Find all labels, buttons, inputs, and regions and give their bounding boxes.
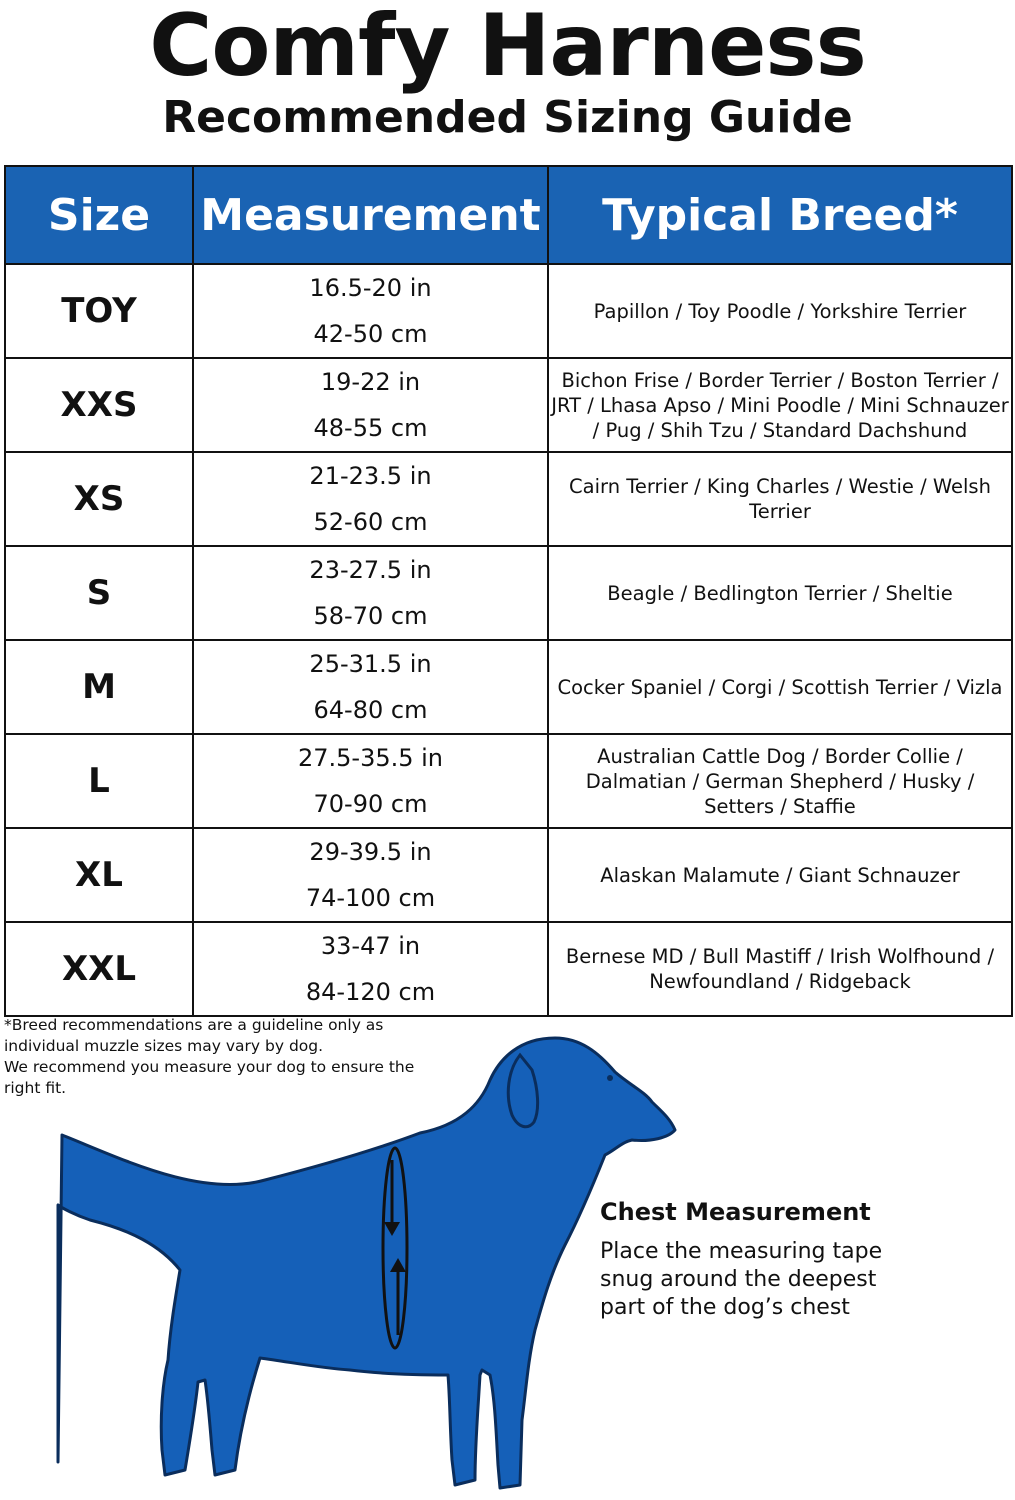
sizing-table <box>4 165 1013 1017</box>
measurement-inches: 19-22 in <box>320 368 421 396</box>
measurement-cm: 42-50 cm <box>313 320 428 348</box>
chest-measurement-title: Chest Measurement <box>600 1198 871 1226</box>
measurement-cm: 52-60 cm <box>313 508 428 536</box>
dog-body-shape <box>58 1038 675 1488</box>
size-cell: XS <box>5 452 193 546</box>
table-row <box>5 922 1012 1016</box>
column-header-typical-breed: Typical Breed* <box>548 166 1012 264</box>
measurement-inches: 27.5-35.5 in <box>297 744 444 772</box>
measurement-cell <box>193 358 548 452</box>
chest-instruction-line: snug around the deepest <box>600 1267 877 1292</box>
measurement-inches: 23-27.5 in <box>309 556 432 584</box>
footnote-line: We recommend you measure your dog to ensure the <box>4 1058 415 1076</box>
measurement-cell <box>193 264 548 358</box>
size-cell: M <box>5 640 193 734</box>
measurement-cell <box>193 640 548 734</box>
measurement-cm: 74-100 cm <box>305 884 436 912</box>
breed-cell: Australian Cattle Dog / Border Collie / Dalmatian / German Shepherd / Husky / Setters / Staffie <box>548 734 1012 828</box>
table-row <box>5 546 1012 640</box>
page-subtitle: Recommended Sizing Guide <box>162 92 853 143</box>
table-row <box>5 640 1012 734</box>
measurement-inches: 33-47 in <box>320 932 421 960</box>
breed-cell: Beagle / Bedlington Terrier / Sheltie <box>548 546 1012 640</box>
size-cell: XL <box>5 828 193 922</box>
chest-measurement-instructions <box>600 1238 930 1322</box>
measurement-cm: 64-80 cm <box>313 696 428 724</box>
breed-cell: Bichon Frise / Border Terrier / Boston Terrier / JRT / Lhasa Apso / Mini Poodle / Mini Schnauzer / Pug / Shih Tzu / Standard Dachshund <box>548 358 1012 452</box>
size-cell: L <box>5 734 193 828</box>
measurement-cell <box>193 922 548 1016</box>
size-cell: XXL <box>5 922 193 1016</box>
breed-cell: Cocker Spaniel / Corgi / Scottish Terrier / Vizla <box>548 640 1012 734</box>
chest-instruction-line: Place the measuring tape <box>600 1239 883 1264</box>
measurement-inches: 21-23.5 in <box>309 462 432 490</box>
table-row <box>5 264 1012 358</box>
table-row <box>5 358 1012 452</box>
breed-cell: Cairn Terrier / King Charles / Westie / Welsh Terrier <box>548 452 1012 546</box>
measurement-inches: 16.5-20 in <box>309 274 432 302</box>
table-header-row <box>5 166 1012 264</box>
measurement-cm: 84-120 cm <box>305 978 436 1006</box>
column-header-size: Size <box>5 166 193 264</box>
measurement-cell <box>193 734 548 828</box>
size-cell: TOY <box>5 264 193 358</box>
footnote-line: *Breed recommendations are a guideline only as <box>4 1016 384 1034</box>
dog-silhouette-icon <box>50 1030 690 1500</box>
table-row <box>5 734 1012 828</box>
measurement-inches: 29-39.5 in <box>309 838 432 866</box>
table-row <box>5 828 1012 922</box>
measurement-cm: 48-55 cm <box>313 414 428 442</box>
size-cell: XXS <box>5 358 193 452</box>
measurement-cell <box>193 828 548 922</box>
measurement-cm: 58-70 cm <box>313 602 428 630</box>
breed-cell: Papillon / Toy Poodle / Yorkshire Terrier <box>548 264 1012 358</box>
measurement-inches: 25-31.5 in <box>309 650 432 678</box>
measurement-cell <box>193 546 548 640</box>
breed-cell: Alaskan Malamute / Giant Schnauzer <box>548 828 1012 922</box>
chest-instruction-line: part of the dog’s chest <box>600 1295 850 1320</box>
column-header-measurement: Measurement <box>193 166 548 264</box>
page-title: Comfy Harness <box>149 0 866 96</box>
footnote-line: right fit. <box>4 1079 67 1097</box>
breed-cell: Bernese MD / Bull Mastiff / Irish Wolfhound / Newfoundland / Ridgeback <box>548 922 1012 1016</box>
measurement-cm: 70-90 cm <box>313 790 428 818</box>
table-row <box>5 452 1012 546</box>
size-cell: S <box>5 546 193 640</box>
footnote-line: individual muzzle sizes may vary by dog. <box>4 1037 324 1055</box>
measurement-cell <box>193 452 548 546</box>
dog-eye-icon <box>607 1075 613 1081</box>
